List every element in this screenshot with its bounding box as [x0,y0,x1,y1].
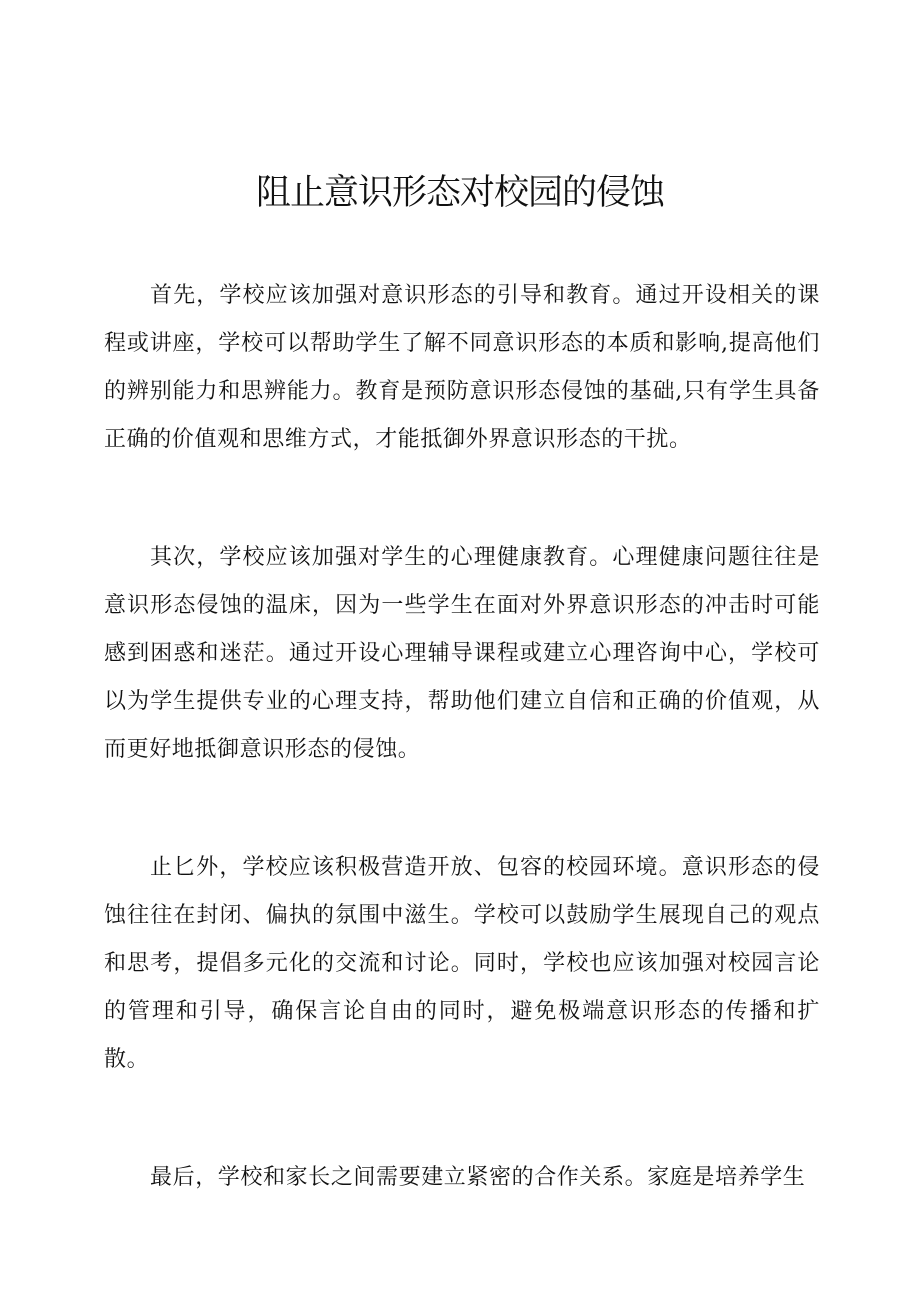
document-title: 阻止意识形态对校园的侵蚀 [255,173,664,213]
paragraph-3: 止匕外，学校应该积极营造开放、包容的校园环境。意识形态的侵蚀往往在封闭、偏执的氛围中滋生。学校可以鼓励学生展现自己的观点和思考，提倡多元化的交流和讨论。同时，学校也应该加强对校园言论的管理和引导，确保言论自由的同时，避免极端意识形态的传播和扩散。 [104,855,820,1072]
document-body [104,272,820,1272]
paragraph-4: 最后，学校和家长之间需要建立紧密的合作关系。家庭是培养学生 [150,1165,806,1190]
paragraph-1: 首先，学校应该加强对意识形态的引导和教育。通过开设相关的课程或讲座，学校可以帮助学生了解不同意识形态的本质和影响,提高他们的辨别能力和思辨能力。教育是预防意识形态侵蚀的基础,只有学生具备正确的价值观和思维方式，才能抵御外界意识形态的干扰。 [104,283,820,452]
paragraph-2: 其次，学校应该加强对学生的心理健康教育。心理健康问题往往是意识形态侵蚀的温床，因为一些学生在面对外界意识形态的冲击时可能感到困惑和迷茫。通过开设心理辅导课程或建立心理咨询中心，学校可以为学生提供专业的心理支持，帮助他们建立自信和正确的价值观，从而更好地抵御意识形态的侵蚀。 [104,545,820,762]
